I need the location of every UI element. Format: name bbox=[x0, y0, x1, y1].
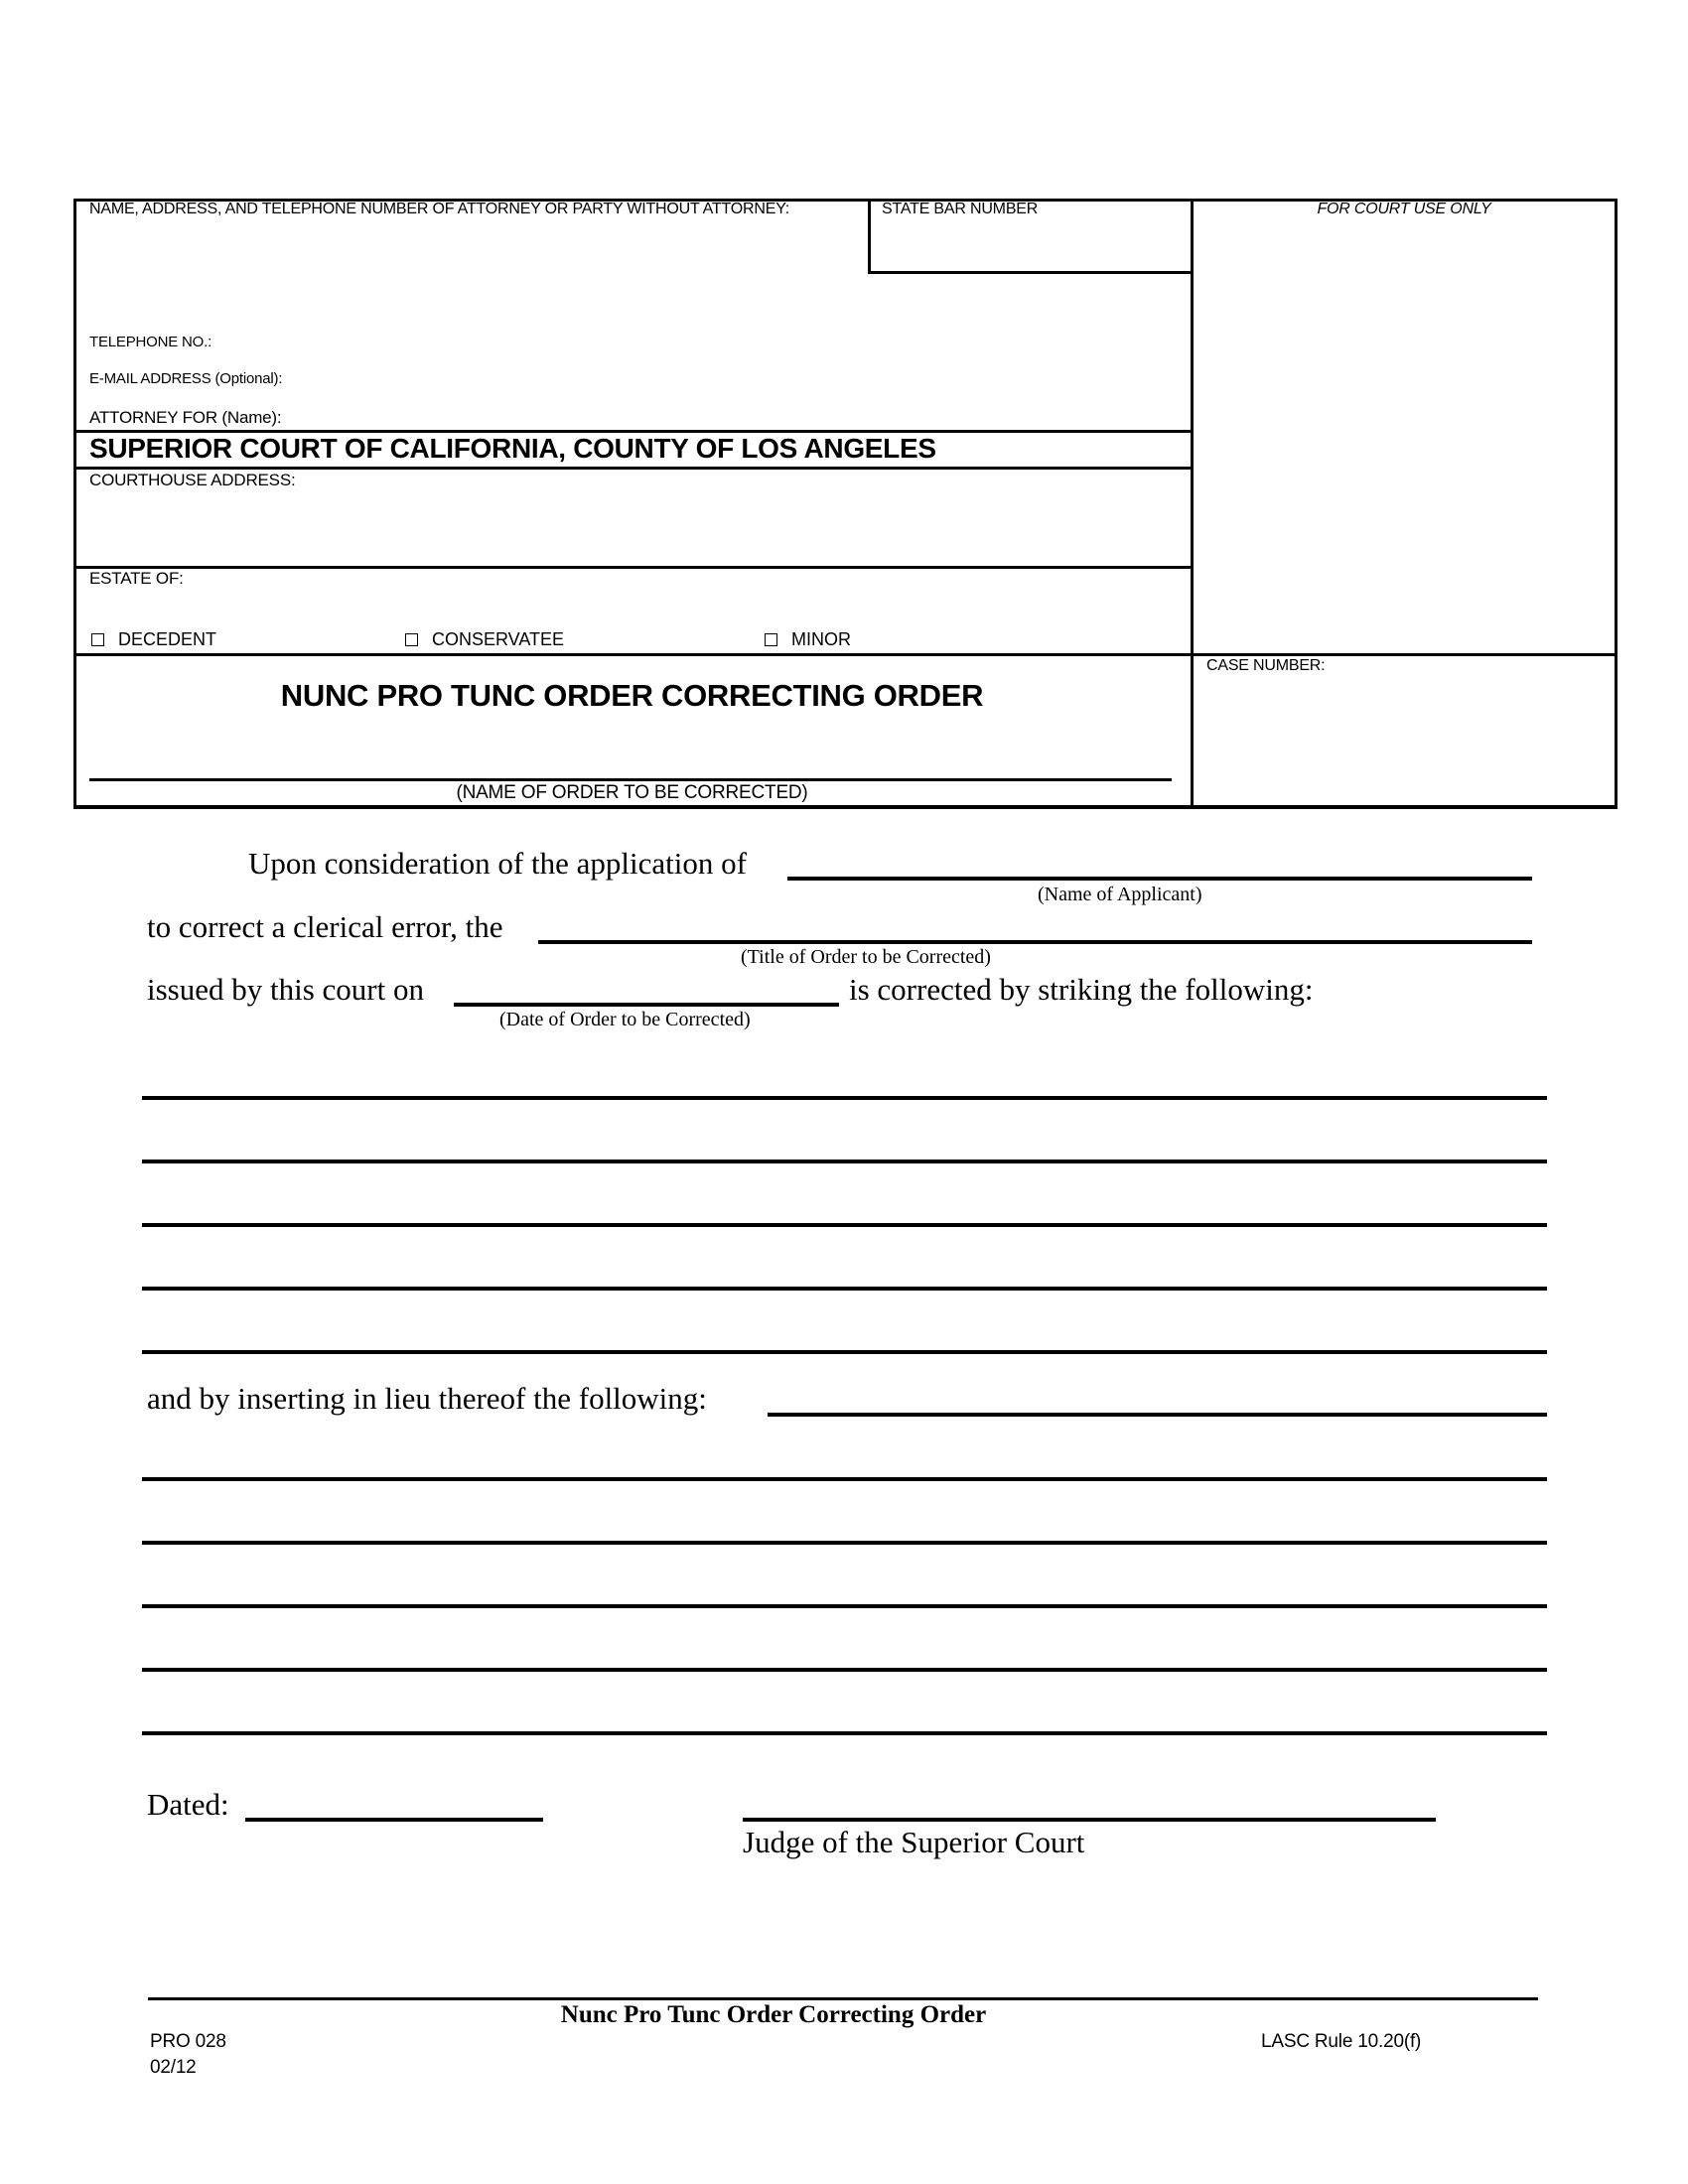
insert-line-4[interactable] bbox=[142, 1668, 1547, 1672]
checkbox-conservatee-label: CONSERVATEE bbox=[432, 629, 565, 649]
insert-line-1[interactable] bbox=[142, 1477, 1547, 1481]
footer-rule bbox=[148, 1997, 1538, 2000]
checkbox-decedent[interactable] bbox=[91, 629, 216, 650]
applicant-caption: (Name of Applicant) bbox=[1038, 884, 1202, 905]
checkbox-decedent-label: DECEDENT bbox=[118, 629, 217, 649]
line3-text-a: issued by this court on bbox=[147, 972, 424, 1007]
insert-line-first[interactable] bbox=[768, 1413, 1547, 1417]
insert-line-2[interactable] bbox=[142, 1541, 1547, 1545]
attorney-for-label: ATTORNEY FOR (Name): bbox=[89, 408, 282, 427]
court-use-area bbox=[1196, 223, 1612, 650]
courthouse-address-field[interactable] bbox=[79, 494, 1187, 562]
attorney-info-field[interactable] bbox=[79, 223, 864, 323]
strike-line-5[interactable] bbox=[142, 1350, 1547, 1354]
revision-date: 02/12 bbox=[150, 2057, 197, 2078]
case-number-label: CASE NUMBER: bbox=[1206, 657, 1326, 674]
line3-text-b: is corrected by striking the following: bbox=[849, 972, 1314, 1007]
dated-field[interactable] bbox=[245, 1818, 543, 1822]
date-caption: (Date of Order to be Corrected) bbox=[499, 1009, 751, 1030]
court-use-divider bbox=[1191, 199, 1194, 809]
insert-line-3[interactable] bbox=[142, 1604, 1547, 1608]
case-number-field[interactable] bbox=[1201, 681, 1609, 800]
attorney-header-label: NAME, ADDRESS, AND TELEPHONE NUMBER OF ATTORNEY OR PARTY WITHOUT ATTORNEY: bbox=[89, 201, 790, 217]
box-right-border bbox=[1615, 199, 1618, 809]
footer-title: Nunc Pro Tunc Order Correcting Order bbox=[560, 2001, 987, 2028]
order-date-field[interactable] bbox=[454, 1003, 839, 1007]
checkbox-minor[interactable] bbox=[765, 629, 851, 650]
strike-line-2[interactable] bbox=[142, 1160, 1547, 1163]
checkbox-decedent-box[interactable] bbox=[91, 633, 104, 646]
box-bottom-border bbox=[73, 805, 1618, 809]
checkbox-conservatee[interactable] bbox=[405, 629, 564, 650]
title-top-border bbox=[73, 653, 1618, 656]
judge-signature-field[interactable] bbox=[743, 1818, 1436, 1822]
state-bar-left-border bbox=[868, 199, 871, 273]
form-title: NUNC PRO TUNC ORDER CORRECTING ORDER bbox=[280, 678, 984, 713]
line2-text: to correct a clerical error, the bbox=[147, 909, 503, 944]
court-name-bottom-border bbox=[73, 467, 1194, 470]
order-name-caption: (NAME OF ORDER TO BE CORRECTED) bbox=[456, 782, 808, 803]
telephone-label: TELEPHONE NO.: bbox=[89, 334, 212, 350]
line1-text: Upon consideration of the application of bbox=[248, 846, 747, 881]
box-left-border bbox=[73, 199, 76, 809]
courthouse-address-label: COURTHOUSE ADDRESS: bbox=[89, 471, 296, 489]
email-label: E-MAIL ADDRESS (Optional): bbox=[89, 370, 283, 387]
judge-label: Judge of the Superior Court bbox=[743, 1825, 1085, 1859]
estate-of-label: ESTATE OF: bbox=[89, 569, 184, 588]
applicant-name-field[interactable] bbox=[787, 877, 1532, 881]
state-bar-bottom-border bbox=[868, 271, 1194, 274]
order-name-underline bbox=[89, 778, 1172, 781]
court-use-label: FOR COURT USE ONLY bbox=[1317, 201, 1491, 217]
attorney-for-field[interactable] bbox=[288, 405, 864, 429]
court-name-heading: SUPERIOR COURT OF CALIFORNIA, COUNTY OF LOS ANGELES bbox=[89, 433, 936, 464]
estate-top-border bbox=[73, 566, 1194, 569]
dated-label: Dated: bbox=[147, 1787, 229, 1822]
checkbox-minor-box[interactable] bbox=[765, 633, 777, 646]
form-number: PRO 028 bbox=[150, 2031, 226, 2052]
estate-name-field[interactable] bbox=[79, 594, 1187, 625]
state-bar-field[interactable] bbox=[874, 223, 1188, 269]
strike-line-3[interactable] bbox=[142, 1223, 1547, 1227]
telephone-field[interactable] bbox=[209, 330, 864, 351]
checkbox-conservatee-box[interactable] bbox=[405, 633, 418, 646]
strike-line-4[interactable] bbox=[142, 1287, 1547, 1291]
email-field[interactable] bbox=[318, 367, 864, 389]
order-title-field[interactable] bbox=[538, 940, 1532, 944]
insert-text: and by inserting in lieu thereof the following: bbox=[147, 1381, 707, 1416]
checkbox-minor-label: MINOR bbox=[791, 629, 851, 649]
state-bar-label: STATE BAR NUMBER bbox=[882, 201, 1039, 217]
strike-line-1[interactable] bbox=[142, 1096, 1547, 1100]
order-name-field[interactable] bbox=[89, 745, 1172, 776]
rule-reference: LASC Rule 10.20(f) bbox=[1261, 2031, 1422, 2052]
title-caption: (Title of Order to be Corrected) bbox=[741, 946, 991, 968]
insert-line-5[interactable] bbox=[142, 1731, 1547, 1735]
